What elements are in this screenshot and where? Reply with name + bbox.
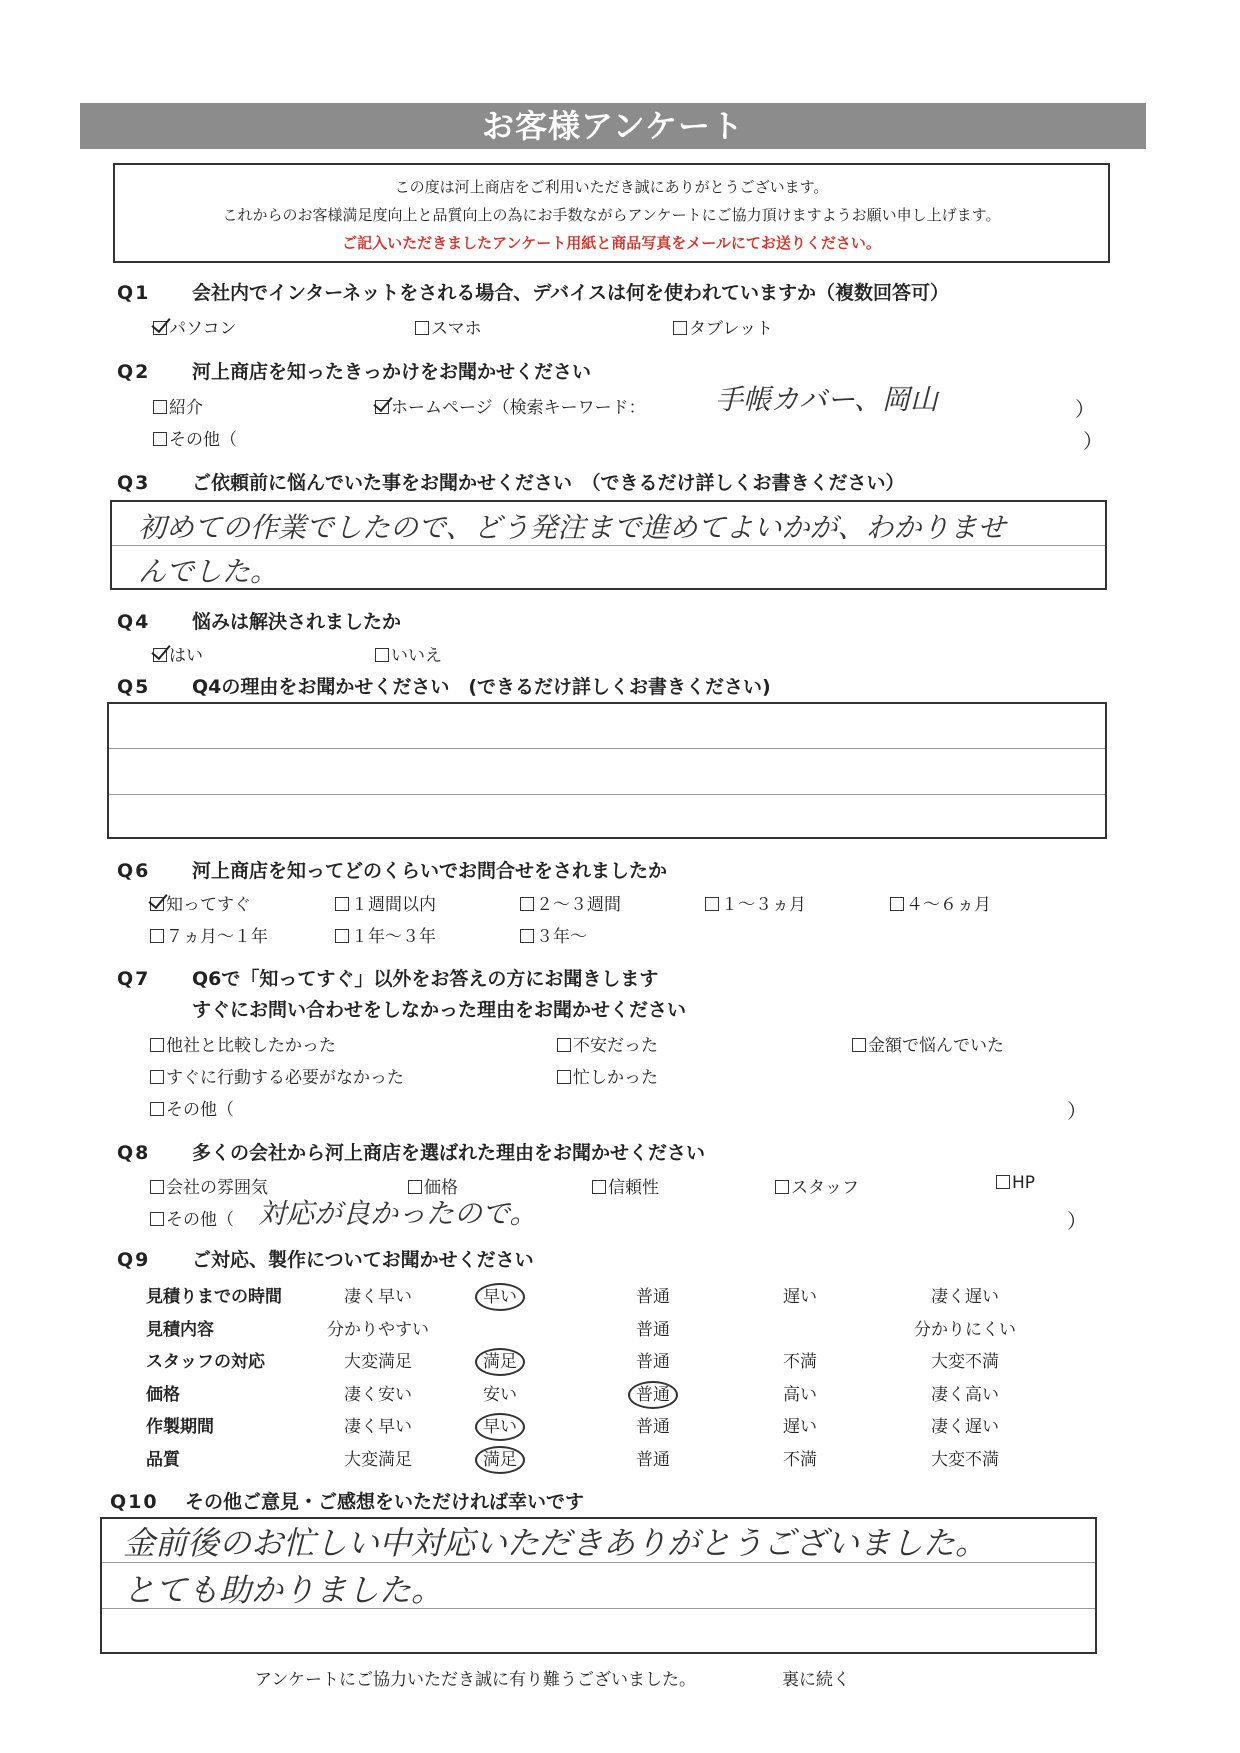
q5-answer-box[interactable] [107,702,1107,839]
q5-title: Q5 Q4の理由をお聞かせください (できるだけ詳しくお書きください) [117,676,771,698]
intro-line: この度は河上商店をご利用いただき誠にありがとうございます。 [394,178,829,196]
q1-option-smartphone[interactable]: スマホ [415,314,482,339]
q9-rating-option[interactable]: 分かりにくい [914,1319,1016,1340]
q8-option[interactable]: HP [996,1173,1035,1193]
footer-continue: 裏に続く [782,1670,850,1690]
q3-answer-line: 初めての作業でしたので、どう発注まで進めてよいかが、わかりませ [138,511,1006,544]
footer-thanks: アンケートにご協力いただき誠に有り難うございました。 [255,1670,696,1690]
q4-option-yes[interactable]: はい [153,641,203,666]
paren-close: ） [1067,1099,1087,1123]
q9-rating-selected[interactable]: 満足 [435,1347,565,1372]
q6-option[interactable]: ３年～ [520,922,587,947]
q9-rating-option[interactable]: 普通 [636,1449,670,1470]
q6-option[interactable]: １年～３年 [335,922,436,947]
q9-rating-option[interactable]: 凄く遅い [931,1417,999,1437]
checkbox[interactable] [557,1070,571,1084]
q4-title: Q4 悩みは解決されましたか [117,611,402,633]
q6-option[interactable]: ４～６ヵ月 [890,890,991,915]
q2-title: Q2 河上商店を知ったきっかけをお聞かせください [117,361,592,383]
q6-title: Q6 河上商店を知ってどのくらいでお問合せをされましたか [117,860,668,882]
q9-rating-selected[interactable]: 満足 [435,1445,565,1470]
q9-rating-selected[interactable]: 早い [435,1412,565,1437]
q2-option-homepage[interactable]: ホームページ（検索キーワード： [375,393,646,418]
q9-row-label: 見積りまでの時間 [146,1287,282,1307]
checkbox[interactable] [153,400,167,414]
checkbox[interactable] [520,929,534,943]
checkbox[interactable] [890,897,904,911]
checkbox[interactable] [153,432,167,446]
divider [109,794,1105,795]
paren-close: ） [1075,397,1095,421]
q6-option[interactable]: １～３ヵ月 [705,890,806,915]
checkbox-checked[interactable] [150,897,164,911]
q3-answer-line: んでした。 [138,555,279,588]
q7-option[interactable]: 金額で悩んでいた [852,1031,1004,1056]
checkbox[interactable] [996,1175,1010,1189]
page-title: お客様アンケート [80,103,1146,149]
q9-rating-option[interactable]: 普通 [636,1319,670,1340]
q1-option-pc[interactable]: パソコン [153,314,237,339]
q2-option-referral[interactable]: 紹介 [153,393,203,418]
q9-rating-selected[interactable]: 早い [435,1282,565,1307]
intro-line: これからのお客様満足度向上と品質向上の為にお手数ながらアンケートにご協力頂けますようお願い申し上げます。 [222,206,1001,224]
q9-row-label: 作製期間 [146,1417,214,1437]
q9-rating-option[interactable]: 大変不満 [931,1352,999,1372]
checkbox-checked[interactable] [153,648,167,662]
q6-option[interactable]: 知ってすぐ [150,890,251,915]
q10-title: Q10 その他ご意見・ご感想をいただければ幸いです [110,1491,585,1513]
q9-rating-option[interactable]: 凄く高い [931,1384,999,1405]
q9-rating-option[interactable]: 普通 [636,1417,670,1437]
q9-row-label: 見積内容 [146,1319,214,1340]
paren-close: ） [1083,429,1103,453]
q9-rating-option[interactable]: 凄く早い [344,1417,412,1437]
checkbox[interactable] [150,1038,164,1052]
q4-option-no[interactable]: いいえ [375,641,442,666]
q9-rating-option[interactable]: 普通 [636,1352,670,1372]
q10-answer-line: とても助かりました。 [123,1571,444,1609]
q1-option-tablet[interactable]: タブレット [673,314,773,339]
q9-row-label: スタッフの対応 [146,1352,265,1372]
q9-rating-option[interactable]: 大変満足 [344,1352,412,1372]
checkbox[interactable] [673,321,687,335]
checkbox[interactable] [557,1038,571,1052]
q9-rating-option[interactable]: 遅い [783,1287,817,1307]
q9-rating-option[interactable]: 不満 [783,1352,817,1372]
q9-rating-option[interactable]: 凄く遅い [931,1287,999,1307]
q7-title: Q7 Q6で「知ってすぐ」以外をお答えの方にお聞きします [117,968,659,990]
checkbox[interactable] [335,929,349,943]
q7-option[interactable]: すぐに行動する必要がなかった [150,1063,404,1088]
checkbox[interactable] [150,1212,164,1226]
q9-rating-option[interactable]: 凄く早い [344,1287,412,1307]
q9-row-label: 品質 [146,1449,180,1470]
checkbox[interactable] [852,1038,866,1052]
q6-option[interactable]: ２～３週間 [520,890,621,915]
q1-text: 会社内でインターネットをされる場合、デバイスは何を使われていますか（複数回答可） [192,282,949,304]
q9-row-label: 価格 [146,1384,180,1405]
q8-option[interactable]: 会社の雰囲気 [150,1173,268,1198]
q9-rating-option[interactable]: 遅い [783,1417,817,1437]
q1-number: Q1 [117,282,151,304]
q3-title: Q3 ご依頼前に悩んでいた事をお聞かせください （できるだけ詳しくお書きください） [117,472,905,494]
divider [109,748,1105,749]
q1-title [117,278,949,305]
q8-option[interactable]: 価格 [408,1173,458,1198]
q9-rating-option[interactable]: 高い [783,1384,817,1405]
q9-rating-selected[interactable]: 普通 [588,1380,718,1405]
q9-rating-option[interactable]: 大変不満 [931,1449,999,1470]
paren-close: ） [1067,1209,1087,1233]
q7-option[interactable]: 忙しかった [557,1063,658,1088]
q8-title: Q8 多くの会社から河上商店を選ばれた理由をお聞かせください [117,1142,706,1164]
q7-subtitle: すぐにお問い合わせをしなかった理由をお聞かせください [192,999,687,1021]
q7-option-other[interactable]: その他（ [150,1095,234,1120]
checkbox[interactable] [150,1070,164,1084]
q2-keyword-answer[interactable]: 手帳カバー、岡山 [715,383,938,416]
checkbox[interactable] [335,897,349,911]
checkbox[interactable] [375,648,389,662]
q7-option[interactable]: 不安だった [557,1031,658,1056]
q8-option[interactable]: スタッフ [775,1173,859,1198]
q9-rating-option[interactable]: 凄く安い [344,1384,412,1405]
checkbox[interactable] [705,897,719,911]
q8-other-answer[interactable]: 対応が良かったので。 [258,1197,538,1230]
q8-option-other[interactable]: その他（ [150,1205,234,1230]
checkbox[interactable] [150,1102,164,1116]
checkbox[interactable] [775,1180,789,1194]
intro-box [113,163,1110,263]
q6-option[interactable]: １週間以内 [335,890,436,915]
checkbox[interactable] [150,1180,164,1194]
q9-rating-option[interactable]: 安い [483,1384,517,1405]
checkbox-checked[interactable] [153,321,167,335]
intro-notice: ご記入いただきましたアンケート用紙と商品写真をメールにてお送りください。 [342,234,881,252]
q7-option[interactable]: 他社と比較したかった [150,1031,336,1056]
checkbox[interactable] [150,929,164,943]
q9-rating-option[interactable]: 普通 [636,1287,670,1307]
checkbox[interactable] [520,897,534,911]
checkbox-checked[interactable] [375,400,389,414]
checkbox[interactable] [592,1180,606,1194]
q9-rating-option[interactable]: 不満 [783,1449,817,1470]
q8-option[interactable]: 信頼性 [592,1173,659,1198]
q6-option[interactable]: ７ヵ月～１年 [150,922,268,947]
checkbox[interactable] [415,321,429,335]
q9-rating-option[interactable]: 分かりやすい [327,1319,429,1340]
q10-answer-line: 金前後のお忙しい中対応いただきありがとうございました。 [123,1524,988,1562]
q9-title: Q9 ご対応、製作についてお聞かせください [117,1249,534,1271]
q9-rating-option[interactable]: 大変満足 [344,1449,412,1470]
q2-option-other[interactable]: その他（ [153,425,237,450]
